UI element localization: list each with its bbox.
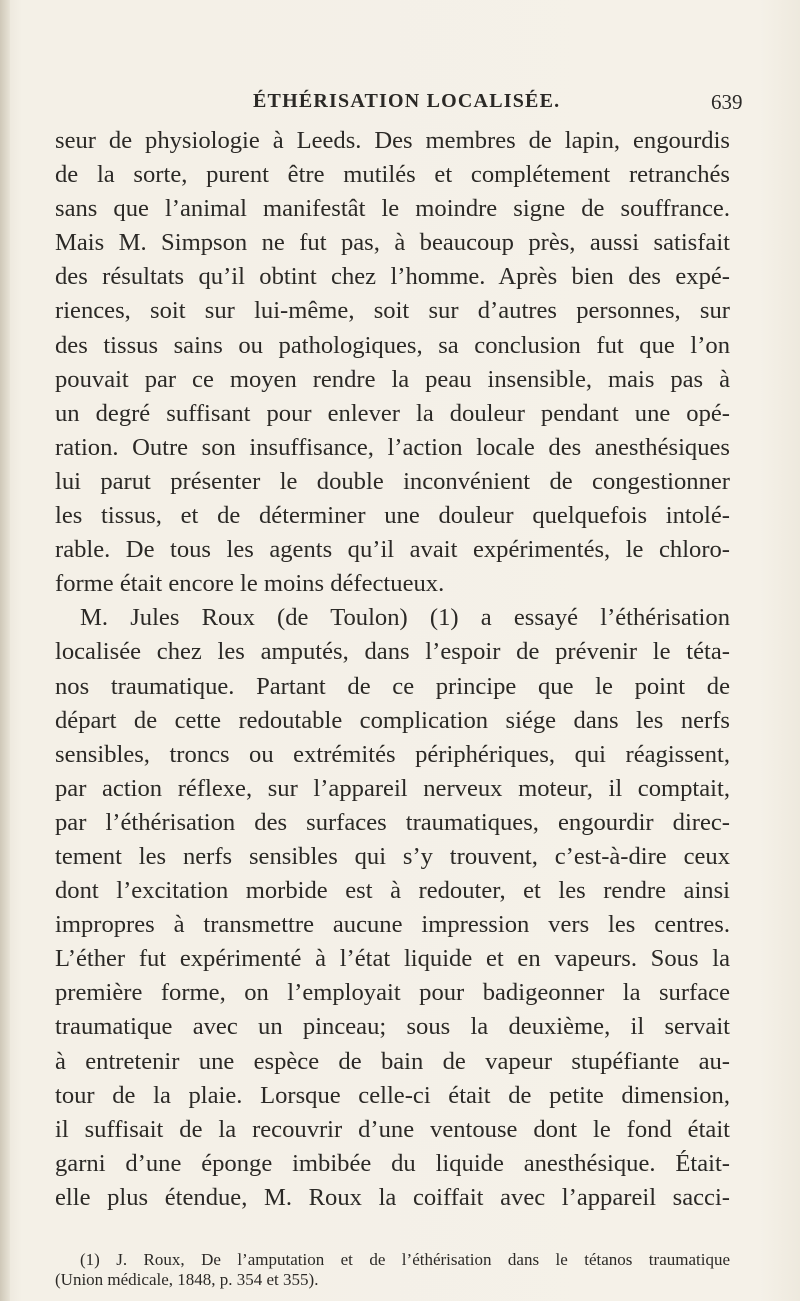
text-line: Mais M. Simpson ne fut pas, à beaucoup près, aussi satisfait xyxy=(55,229,730,257)
text-line: seur de physiologie à Leeds. Des membres de lapin, engourdis xyxy=(55,127,730,154)
text-line: impropres à transmettre aucune impression vers les centres. xyxy=(55,911,730,939)
text-line: départ de cette redoutable complication siége dans les nerfs xyxy=(55,706,730,734)
text-line: les tissus, et de déterminer une douleur quelquefois intolé- xyxy=(55,502,730,530)
text-line: lui parut présenter le double inconvénient de congestionner xyxy=(55,467,730,495)
text-line: tement les nerfs sensibles qui s’y trouvent, c’est-à-dire ceux xyxy=(55,842,730,870)
footnote-line: (1) J. Roux, De l’amputation et de l’éthérisation dans le tétanos traumatique xyxy=(80,1250,730,1269)
page-header xyxy=(0,90,800,120)
text-line: traumatique avec un pinceau; sous la deuxième, il servait xyxy=(55,1013,730,1041)
text-line: de la sorte, purent être mutilés et complétement retranchés xyxy=(55,161,730,189)
text-line: rable. De tous les agents qu’il avait expérimentés, le chloro- xyxy=(55,536,730,564)
text-line: riences, soit sur lui-même, soit sur d’autres personnes, sur xyxy=(55,297,730,325)
page-gutter-edge xyxy=(0,0,10,1301)
footnote-block xyxy=(55,1250,730,1290)
text-line: des tissus sains ou pathologiques, sa conclusion fut que l’on xyxy=(55,331,730,359)
text-line: sans que l’animal manifestât le moindre signe de souffrance. xyxy=(55,195,730,223)
text-line: dont l’excitation morbide est à redouter, et les rendre ainsi xyxy=(55,877,730,905)
footnote-line: (Union médicale, 1848, p. 354 et 355). xyxy=(55,1270,319,1289)
text-line: elle plus étendue, M. Roux la coiffait avec l’appareil sacci- xyxy=(55,1183,730,1211)
text-line: garni d’une éponge imbibée du liquide anesthésique. Était- xyxy=(55,1149,730,1177)
text-line: pouvait par ce moyen rendre la peau insensible, mais pas à xyxy=(55,365,730,393)
paragraph-end-line: forme était encore le moins défectueux. xyxy=(55,570,445,598)
text-line: des résultats qu’il obtint chez l’homme. Après bien des expé- xyxy=(55,263,730,291)
text-line: tour de la plaie. Lorsque celle-ci était de petite dimension, xyxy=(55,1081,730,1109)
main-text xyxy=(55,124,730,1215)
text-line: il suffisait de la recouvrir d’une ventouse dont le fond était xyxy=(55,1115,730,1143)
text-line: localisée chez les amputés, dans l’espoir de prévenir le téta- xyxy=(55,638,730,666)
text-line: L’éther fut expérimenté à l’état liquide et en vapeurs. Sous la xyxy=(55,945,730,973)
text-line: à entretenir une espèce de bain de vapeur stupéfiante au- xyxy=(55,1047,730,1075)
running-title: ÉTHÉRISATION LOCALISÉE. xyxy=(253,90,561,112)
text-line: par l’éthérisation des surfaces traumatiques, engourdir direc- xyxy=(55,808,730,836)
text-line: nos traumatique. Partant de ce principe que le point de xyxy=(55,672,730,700)
text-line: première forme, on l’employait pour badigeonner la surface xyxy=(55,979,730,1007)
page-number: 639 xyxy=(711,90,743,114)
text-line: par action réflexe, sur l’appareil nerveux moteur, il comptait, xyxy=(55,774,730,802)
text-line: un degré suffisant pour enlever la douleur pendant une opé- xyxy=(55,399,730,427)
text-line: sensibles, troncs ou extrémités périphériques, qui réagissent, xyxy=(55,740,730,768)
paragraph-start-line: M. Jules Roux (de Toulon) (1) a essayé l’éthérisation xyxy=(80,604,730,632)
text-line: ration. Outre son insuffisance, l’action locale des anesthésiques xyxy=(55,433,730,461)
